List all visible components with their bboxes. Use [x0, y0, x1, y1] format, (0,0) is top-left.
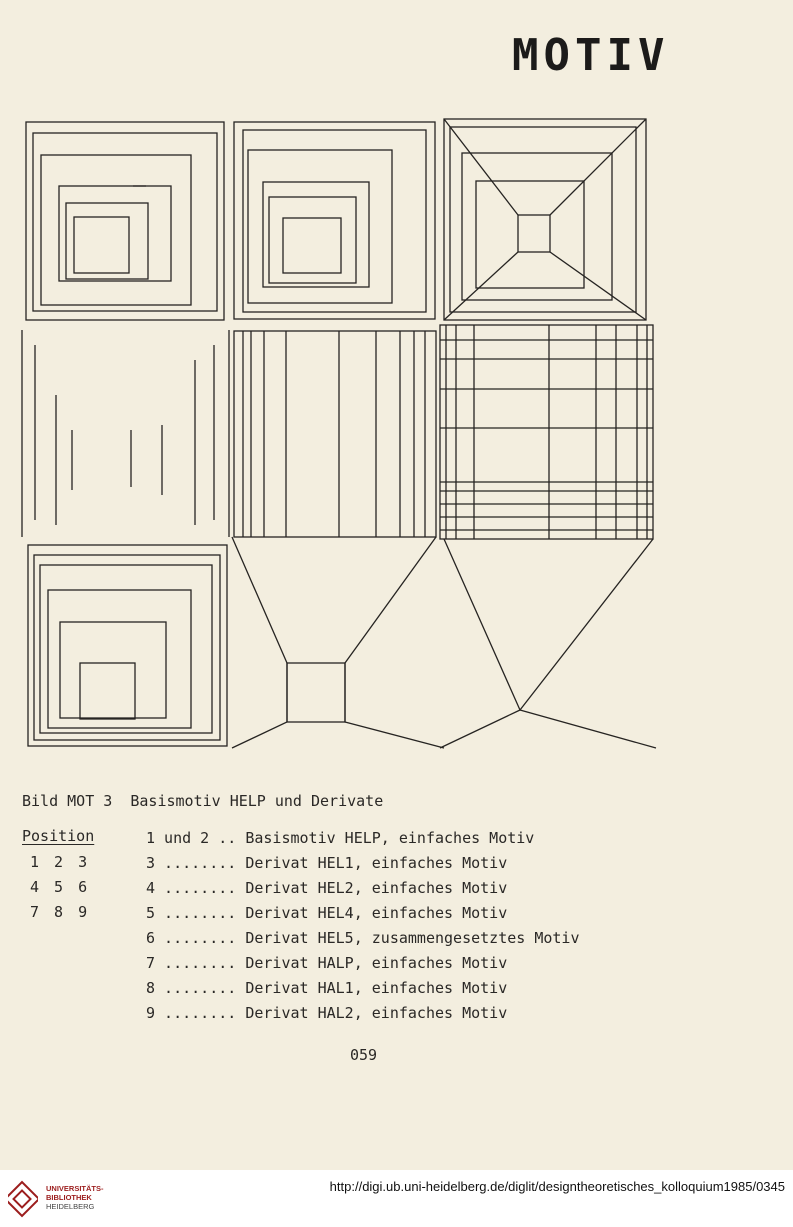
motif-panel-8: [232, 537, 444, 748]
legend-item: 9 ........ Derivat HAL2, einfaches Motiv: [146, 1004, 508, 1022]
library-logo-icon: [8, 1177, 38, 1221]
library-name: [46, 1184, 104, 1211]
motif-panel-4: [22, 330, 229, 537]
position-row: 4 5 6: [30, 878, 88, 896]
motif-panel-5: [234, 331, 436, 537]
motif-panel-6: [440, 325, 653, 539]
position-heading: Position: [22, 827, 95, 845]
page-title: MOTIV: [512, 30, 670, 81]
viewer-footer: [0, 1170, 793, 1227]
motif-panel-3: [444, 119, 646, 320]
library-line: UNIVERSITÄTS-: [46, 1184, 104, 1193]
motif-panel-2: [234, 122, 435, 319]
library-line: HEIDELBERG: [46, 1202, 95, 1211]
position-row: 7 8 9: [30, 903, 88, 921]
page-number: 059: [350, 1046, 378, 1064]
position-row: 1 2 3: [30, 853, 88, 871]
legend-item: 7 ........ Derivat HALP, einfaches Motiv: [146, 954, 508, 972]
motif-panel-7: [28, 545, 227, 746]
motif-legend: [146, 826, 579, 1026]
permalink-url[interactable]: http://digi.ub.uni-heidelberg.de/diglit/designtheoretisches_kolloquium1985/0345: [329, 1179, 785, 1194]
legend-item: 1 und 2 .. Basismotiv HELP, einfaches Motiv: [146, 829, 535, 847]
legend-item: 6 ........ Derivat HEL5, zusammengesetztes Motiv: [146, 929, 580, 947]
motif-panel-1: [26, 122, 224, 320]
legend-item: 4 ........ Derivat HEL2, einfaches Motiv: [146, 879, 508, 897]
legend-item: 5 ........ Derivat HEL4, einfaches Motiv: [146, 904, 508, 922]
motif-panel-9: [440, 539, 656, 748]
legend-item: 3 ........ Derivat HEL1, einfaches Motiv: [146, 854, 508, 872]
library-line: BIBLIOTHEK: [46, 1193, 92, 1202]
figure-caption: Bild MOT 3 Basismotiv HELP und Derivate: [22, 792, 384, 810]
legend-item: 8 ........ Derivat HAL1, einfaches Motiv: [146, 979, 508, 997]
